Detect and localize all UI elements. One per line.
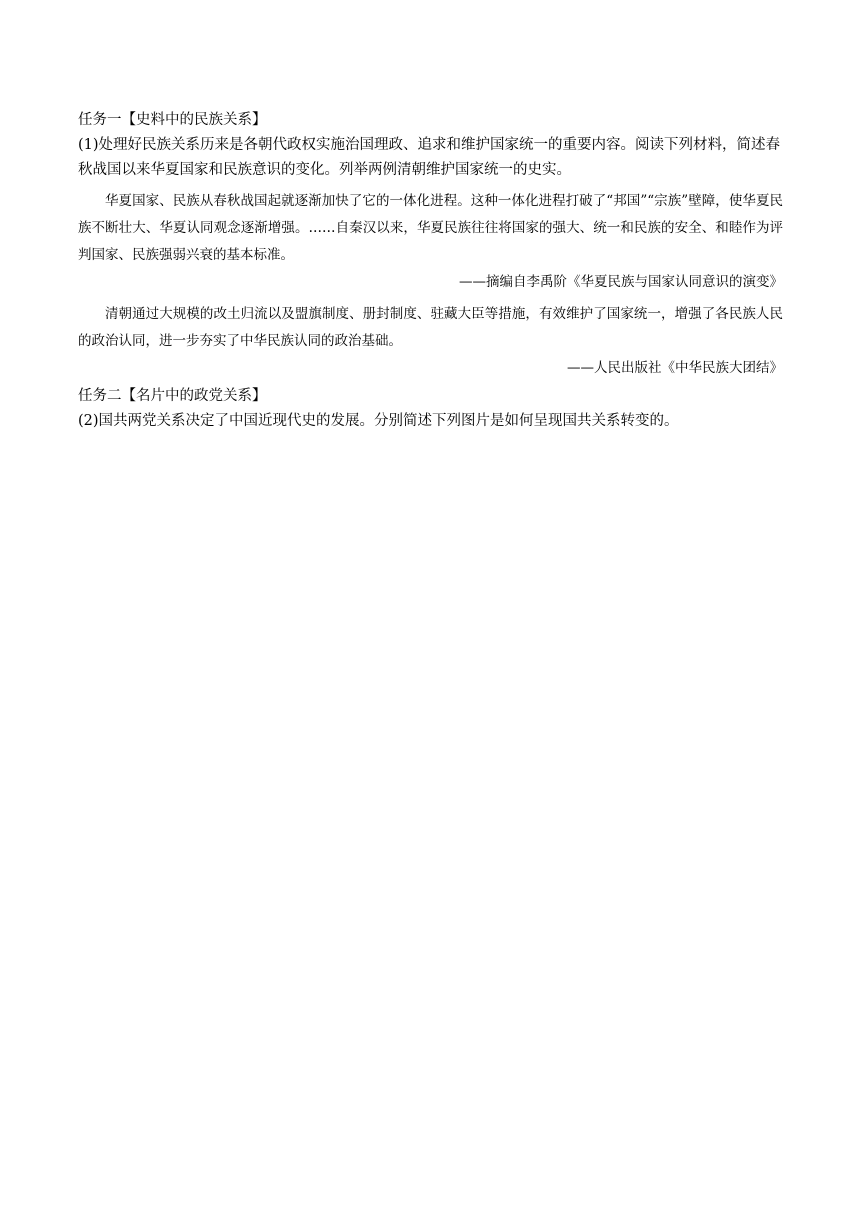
task1-source-1: ——摘编自李禹阶《华夏民族与国家认同意识的演变》 xyxy=(459,274,783,290)
task2-heading: 任务二【名片中的政党关系】 xyxy=(78,388,267,404)
document-page xyxy=(78,108,783,434)
task1-material-2: 清朝通过大规模的改土归流以及盟旗制度、册封制度、驻藏大臣等措施，有效维护了国家统一，增强了各民族人民的政治认同，进一步夯实了中华民族认同的政治基础。 xyxy=(78,306,783,349)
task1-question: (1)处理好民族关系历来是各朝代政权实施治国理政、追求和维护国家统一的重要内容。阅读下列材料，简述春秋战国以来华夏国家和民族意识的变化。列举两例清朝维护国家统一的史实。 xyxy=(78,137,781,178)
task1-heading: 任务一【史料中的民族关系】 xyxy=(78,112,267,128)
task2-question: (2)国共两党关系决定了中国近现代史的发展。分别简述下列图片是如何呈现国共关系转变的。 xyxy=(78,413,679,429)
task1-material-1: 华夏国家、民族从春秋战国起就逐渐加快了它的一体化进程。这种一体化进程打破了“邦国”“宗族”壁障，使华夏民族不断壮大、华夏认同观念逐渐增强。……自秦汉以来，华夏民族往往将国家的强大、统一和民族的安全、和睦作为评判国家、民族强弱兴衰的基本标准。 xyxy=(78,193,783,263)
task1-source-2: ——人民出版社《中华民族大团结》 xyxy=(567,360,783,376)
